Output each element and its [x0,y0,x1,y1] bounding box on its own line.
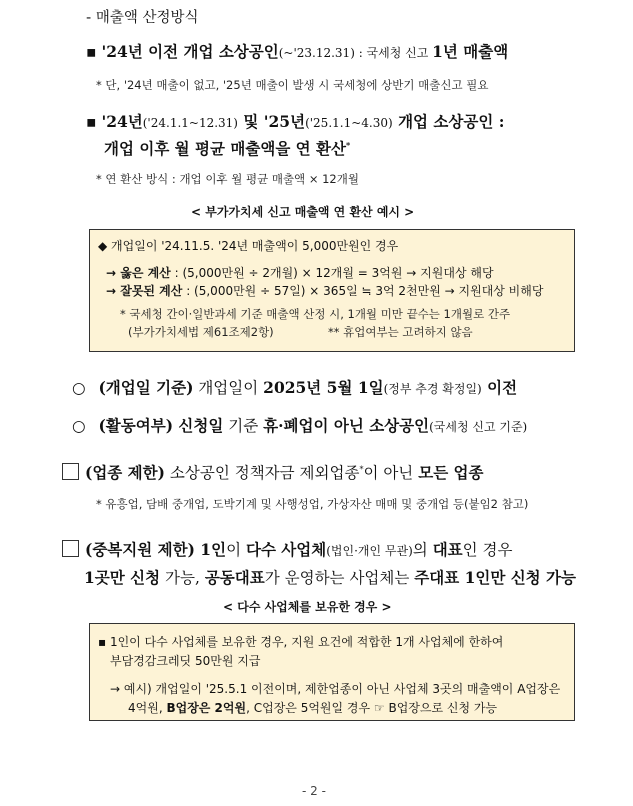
activity-criterion: ○ (활동여부) 신청일 기준 휴·폐업이 아닌 소상공인(국세청 신고 기준) [72,416,528,435]
square-bullet-icon: ▪ [86,43,97,61]
example-case: ◆ 개업일이 '24.11.5. '24년 매출액이 5,000만원인 경우 [98,239,399,253]
example2-line2: 부담경감크레딧 50만원 지급 [110,654,261,668]
industry-restriction: (업종 제한) 소상공인 정책자금 제외업종*이 아닌 모든 업종 [62,461,484,483]
correct-calc: → 옳은 계산 : (5,000만원 ÷ 2개월) × 12개월 = 3억원 → 지원대상 해당 [106,266,494,280]
example-note2a: (부가가치세법 제61조제2항) [128,325,274,339]
example2-title: < 다수 사업체를 보유한 경우 > [223,600,392,614]
note-pre-2024: * 단, '24년 매출이 없고, '25년 매출이 발생 시 국세청에 상반기 매출신고 필요 [96,78,489,92]
example2-line3: → 예시) 개업일이 '25.5.1 이전이며, 제한업종이 아닌 사업체 3곳의 매출액이 A업장은 [110,682,561,696]
open-date-criterion: ○ (개업일 기준) 개업일이 2025년 5월 1일(정부 추경 확정일) 이전 [72,378,518,397]
note-annualize: * 연 환산 방식 : 개업 이후 월 평균 매출액 × 12개월 [96,172,359,186]
checkbox-square-icon [62,540,79,557]
bullet-2024-2025-line2: 개업 이후 월 평균 매출액을 연 환산* [104,139,351,158]
example-note2b: ** 휴업여부는 고려하지 않음 [328,325,473,339]
section-heading: - 매출액 산정방식 [86,10,199,26]
example-note1: * 국세청 간이·일반과세 기준 매출액 산정 시, 1개월 미만 끝수는 1개월로 간주 [120,307,511,321]
duplicate-restriction: (중복지원 제한) 1인이 다수 사업체(법인·개인 무관)의 대표인 경우 [62,538,513,560]
square-bullet-icon: ▪ [86,113,97,131]
industry-note: * 유흥업, 담배 중개업, 도박기계 및 사행성업, 가상자산 매매 및 중개업 등(붙임2 참고) [96,497,529,511]
checkbox-square-icon [62,463,79,480]
example2-box [89,623,575,721]
bullet-2024-2025: ▪ '24년('24.1.1~12.31) 및 '25년('25.1.1~4.30) 개업 소상공인 : [86,112,505,131]
example-box [89,229,575,352]
circle-bullet-icon: ○ [72,379,86,397]
example2-line1: ▪ 1인이 다수 사업체를 보유한 경우, 지원 요건에 적합한 1개 사업체에 한하여 [98,635,504,649]
example2-line4: 4억원, B업장은 2억원, C업장은 5억원일 경우 ☞ B업장으로 신청 가능 [128,701,498,715]
example-title: < 부가가치세 신고 매출액 연 환산 예시 > [191,205,415,219]
wrong-calc: → 잘못된 계산 : (5,000만원 ÷ 57일) × 365일 ≒ 3억 2천만원 → 지원대상 비해당 [106,284,544,298]
circle-bullet-icon: ○ [72,417,86,435]
page-number: - 2 - [302,784,326,798]
bullet-pre-2024: ▪ '24년 이전 개업 소상공인(~'23.12.31) : 국세청 신고 1년 매출액 [86,42,509,61]
duplicate-restriction-line2: 1곳만 신청 가능, 공동대표가 운영하는 사업체는 주대표 1인만 신청 가능 [84,568,576,587]
